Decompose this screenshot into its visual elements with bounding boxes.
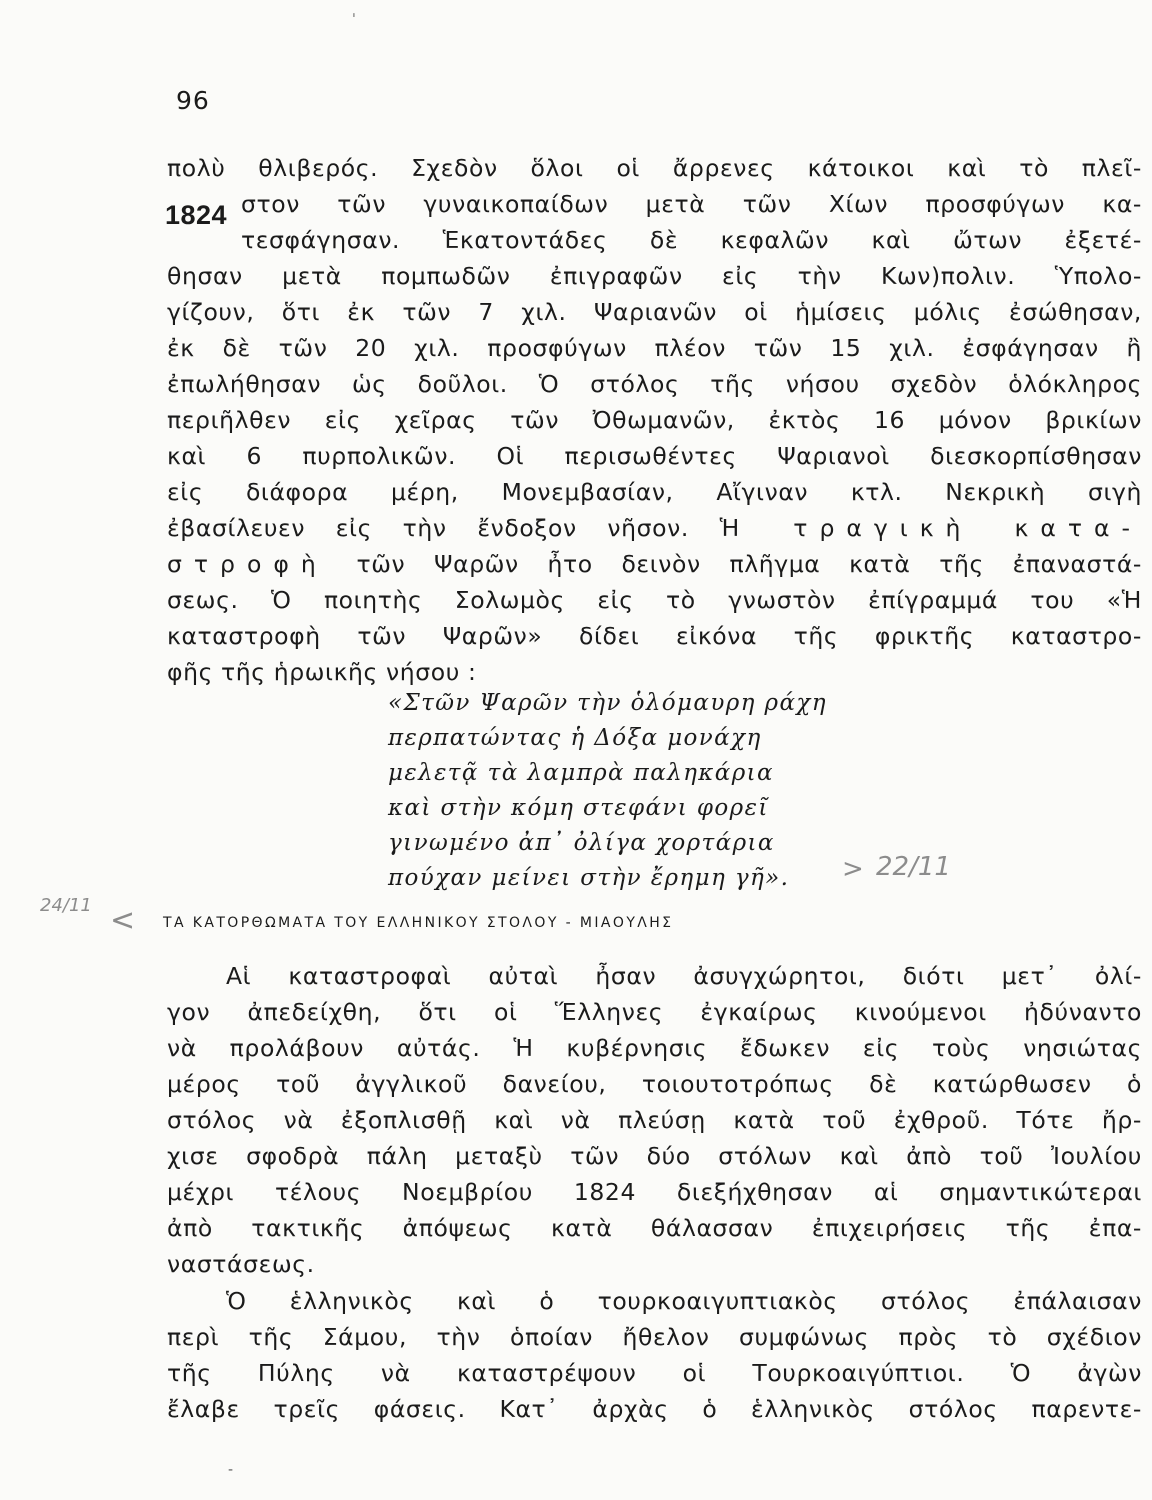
text-line: γον ἀπεδείχθη, ὅτι οἱ Ἕλληνες ἐγκαίρως κινούμενοι ἠδύναντο xyxy=(167,998,1142,1026)
poem-line: μελετᾷ τὰ λαμπρὰ παληκάρια xyxy=(388,760,774,786)
pencil-note-left: 24/11 xyxy=(40,895,92,916)
text-line: στόλος νὰ ἐξοπλισθῇ καὶ νὰ πλεύσῃ κατὰ τοῦ ἐχθροῦ. Τότε ἤρ- xyxy=(167,1106,1142,1134)
text-line: μέχρι τέλους Νοεμβρίου 1824 διεξήχθησαν αἱ σημαντικώτεραι xyxy=(167,1178,1142,1206)
text-line: χισε σφοδρὰ πάλη μεταξὺ τῶν δύο στόλων καὶ ἀπὸ τοῦ Ἰουλίου xyxy=(167,1142,1142,1170)
spaced-emphasis: στροφὴ xyxy=(167,550,328,578)
section-heading: ΤΑ ΚΑΤΟΡΘΩΜΑΤΑ ΤΟΥ ΕΛΛΗΝΙΚΟΥ ΣΤΟΛΟΥ - ΜΙΑΟΥΛΗΣ xyxy=(163,915,674,931)
text-line: γίζουν, ὅτι ἐκ τῶν 7 χιλ. Ψαριανῶν οἱ ἡμίσεις μόλις ἐσώθησαν, xyxy=(167,298,1142,326)
text-line: τεσφάγησαν. Ἑκατοντάδες δὲ κεφαλῶν καὶ ὤτων ἐξετέ- xyxy=(241,226,1142,254)
text-line: πολὺ θλιβερός. Σχεδὸν ὅλοι οἱ ἄρρενες κάτοικοι καὶ τὸ πλεῖ- xyxy=(167,154,1142,182)
pencil-arrow-right: > xyxy=(842,854,864,884)
text-segment: τῶν Ψαρῶν ἦτο δεινὸν πλῆγμα κατὰ τῆς ἐπαναστά- xyxy=(356,550,1142,578)
text-line: καὶ 6 πυρπολικῶν. Οἱ περισωθέντες Ψαριανοὶ διεσκορπίσθησαν xyxy=(167,442,1142,470)
text-line: καταστροφὴ τῶν Ψαρῶν» δίδει εἰκόνα τῆς φρικτῆς καταστρο- xyxy=(167,622,1142,650)
text-line: ἐπωλήθησαν ὡς δοῦλοι. Ὁ στόλος τῆς νήσου σχεδὸν ὁλόκληρος xyxy=(167,370,1142,398)
text-line: τῆς Πύλης νὰ καταστρέψουν οἱ Τουρκοαιγύπτιοι. Ὁ ἀγὼν xyxy=(167,1359,1142,1387)
poem-line: πούχαν μείνει στὴν ἔρημη γῆ». xyxy=(388,865,790,891)
text-line: Ὁ ἑλληνικὸς καὶ ὁ τουρκοαιγυπτιακὸς στόλος ἐπάλαισαν xyxy=(226,1287,1142,1315)
margin-year: 1824 xyxy=(165,200,228,230)
text-line: ἀπὸ τακτικῆς ἀπόψεως κατὰ θάλασσαν ἐπιχειρήσεις τῆς ἐπα- xyxy=(167,1214,1142,1242)
text-line: νὰ προλάβουν αὐτάς. Ἡ κυβέρνησις ἔδωκεν εἰς τοὺς νησιώτας xyxy=(167,1034,1142,1062)
pencil-arrow-left: < xyxy=(110,903,136,938)
text-line: σεως. Ὁ ποιητὴς Σολωμὸς εἰς τὸ γνωστὸν ἐπίγραμμά του «Ἡ xyxy=(167,586,1142,614)
text-line: ἐκ δὲ τῶν 20 χιλ. προσφύγων πλέον τῶν 15 χιλ. ἐσφάγησαν ἢ xyxy=(167,334,1142,362)
text-line xyxy=(167,546,1142,582)
text-line: περὶ τῆς Σάμου, τὴν ὁποίαν ἤθελον συμφώνως πρὸς τὸ σχέδιον xyxy=(167,1323,1142,1351)
text-line: Αἱ καταστροφαὶ αὐταὶ ἦσαν ἀσυγχώρητοι, διότι μετ᾽ ὀλί- xyxy=(226,962,1142,990)
page-number: 96 xyxy=(176,86,210,115)
text-line: θησαν μετὰ πομπωδῶν ἐπιγραφῶν εἰς τὴν Κων)πολιν. Ὑπολο- xyxy=(167,262,1142,290)
text-line: μέρος τοῦ ἀγγλικοῦ δανείου, τοιουτοτρόπως δὲ κατώρθωσεν ὁ xyxy=(167,1070,1142,1098)
text-line: ναστάσεως. xyxy=(167,1250,315,1278)
print-speck: ˈ xyxy=(352,12,356,28)
text-segment: ἐβασίλευεν εἰς τὴν ἔνδοξον νῆσον. xyxy=(167,514,689,542)
text-line: στον τῶν γυναικοπαίδων μετὰ τῶν Χίων προσφύγων κα- xyxy=(241,190,1142,218)
spaced-emphasis: Ἡ τραγικὴ κατα- xyxy=(719,514,1142,542)
pencil-note-right: 22/11 xyxy=(876,852,951,882)
poem-line: καὶ στὴν κόμη στεφάνι φορεῖ xyxy=(388,795,769,821)
text-line: περιῆλθεν εἰς χεῖρας τῶν Ὀθωμανῶν, ἐκτὸς 16 μόνον βρικίων xyxy=(167,406,1142,434)
text-line xyxy=(167,510,1142,546)
text-line: ἔλαβε τρεῖς φάσεις. Κατ᾽ ἀρχὰς ὁ ἑλληνικὸς στόλος παρεντε- xyxy=(167,1395,1142,1423)
text-line: εἰς διάφορα μέρη, Μονεμβασίαν, Αἴγιναν κτλ. Νεκρικὴ σιγὴ xyxy=(167,478,1142,506)
print-speck: ‐ xyxy=(228,1462,234,1478)
text-line: φῆς τῆς ἡρωικῆς νήσου : xyxy=(167,658,477,686)
poem-line: περπατώντας ἡ Δόξα μονάχη xyxy=(388,725,762,751)
poem-line: γινωμένο ἀπ᾽ ὀλίγα χορτάρια xyxy=(388,830,775,856)
poem-line: «Στῶν Ψαρῶν τὴν ὁλόμαυρη ράχη xyxy=(388,690,827,716)
